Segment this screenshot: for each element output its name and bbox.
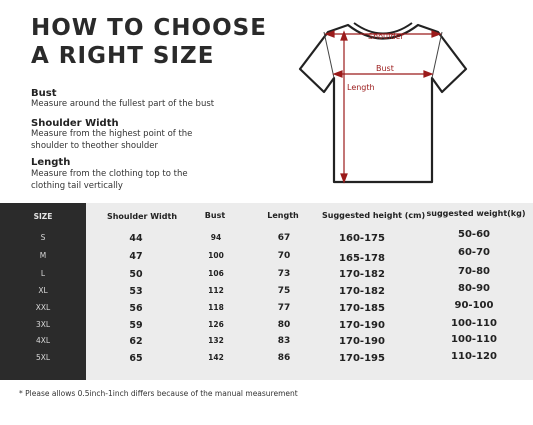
weight-cell: 80-90 — [458, 282, 490, 294]
shoulder-width-cell: 47 — [129, 251, 143, 262]
length-cell: 73 — [277, 269, 291, 279]
size-cell: 5XL — [35, 353, 51, 362]
height-cell: 170-190 — [339, 320, 385, 331]
length-label: Length — [347, 83, 375, 92]
shoulder-width-cell: 65 — [129, 353, 143, 364]
weight-cell: 60-70 — [458, 247, 490, 259]
size-cell: L — [40, 269, 46, 278]
height-header: Suggested height (cm) — [322, 211, 426, 220]
size-cell: M — [39, 251, 47, 260]
length-heading: Length — [31, 157, 71, 168]
weight-cell: 100-110 — [451, 333, 497, 345]
bust-cell: 142 — [208, 353, 224, 362]
length-cell: 86 — [277, 353, 291, 363]
bust-header: Bust — [204, 211, 226, 220]
shoulder-width-cell: 44 — [129, 233, 143, 244]
size-header: SIZE — [33, 212, 53, 221]
weight-cell: 110-120 — [451, 351, 497, 363]
weight-cell: 70-80 — [458, 265, 490, 277]
measurement-note: * Please allows 0.5inch-1inch differs because of the manual measurement — [19, 389, 298, 398]
bust-description: Measure around the fullest part of the bust — [31, 99, 215, 109]
size-cell: 4XL — [35, 336, 51, 345]
weight-cell: 50-60 — [458, 229, 490, 240]
tshirt-diagram — [288, 12, 478, 190]
size-cell: XXL — [35, 303, 51, 312]
size-cell: XL — [38, 286, 48, 295]
height-cell: 170-195 — [339, 353, 385, 364]
shoulder-width-cell: 53 — [129, 286, 143, 297]
bust-cell: 118 — [208, 303, 224, 312]
length-cell: 67 — [277, 233, 291, 243]
bust-cell: 132 — [208, 336, 224, 345]
height-cell: 170-182 — [339, 286, 385, 297]
size-cell: 3XL — [35, 320, 51, 329]
bust-cell: 106 — [208, 269, 224, 278]
shoulder-width-cell: 56 — [129, 303, 143, 314]
tshirt-outline — [300, 25, 466, 182]
page-title-line1: HOW TO CHOOSE — [31, 15, 267, 41]
shoulder-width-cell: 62 — [129, 336, 143, 347]
shoulder-width-cell: 50 — [129, 269, 143, 280]
weight-header: suggested weight(kg) — [426, 209, 526, 218]
length-cell: 70 — [277, 251, 291, 261]
length-header: Length — [267, 211, 299, 220]
height-cell: 165-178 — [339, 253, 385, 264]
page-title-line2: A RIGHT SIZE — [31, 43, 215, 69]
bust-heading: Bust — [31, 88, 57, 99]
height-cell: 170-182 — [339, 269, 385, 280]
height-cell: 160-175 — [339, 233, 385, 244]
size-cell: S — [40, 233, 46, 242]
shoulder-width-header: Shoulder Width — [106, 212, 178, 221]
length-cell: 80 — [277, 320, 291, 330]
length-cell: 75 — [277, 286, 291, 296]
height-cell: 170-185 — [339, 303, 385, 314]
size-table — [0, 203, 533, 380]
weight-cell: 100-110 — [451, 317, 497, 329]
bust-cell: 126 — [208, 320, 224, 329]
weight-cell: 90-100 — [454, 300, 494, 312]
length-cell: 77 — [277, 303, 291, 313]
shoulder-label: Shoulder — [368, 32, 404, 41]
bust-cell: 100 — [208, 251, 224, 260]
length-cell: 83 — [277, 336, 291, 346]
shoulder-description: Measure from the highest point of the shoulder to theother shoulder — [31, 129, 193, 151]
bust-cell: 112 — [208, 286, 224, 295]
length-description: Measure from the clothing top to the clothing tail vertically — [31, 169, 188, 191]
shoulder-width-cell: 59 — [129, 320, 143, 331]
shoulder-heading: Shoulder Width — [31, 118, 119, 129]
height-cell: 170-190 — [339, 336, 385, 347]
bust-label: Bust — [376, 64, 394, 73]
bust-cell: 94 — [210, 233, 222, 242]
